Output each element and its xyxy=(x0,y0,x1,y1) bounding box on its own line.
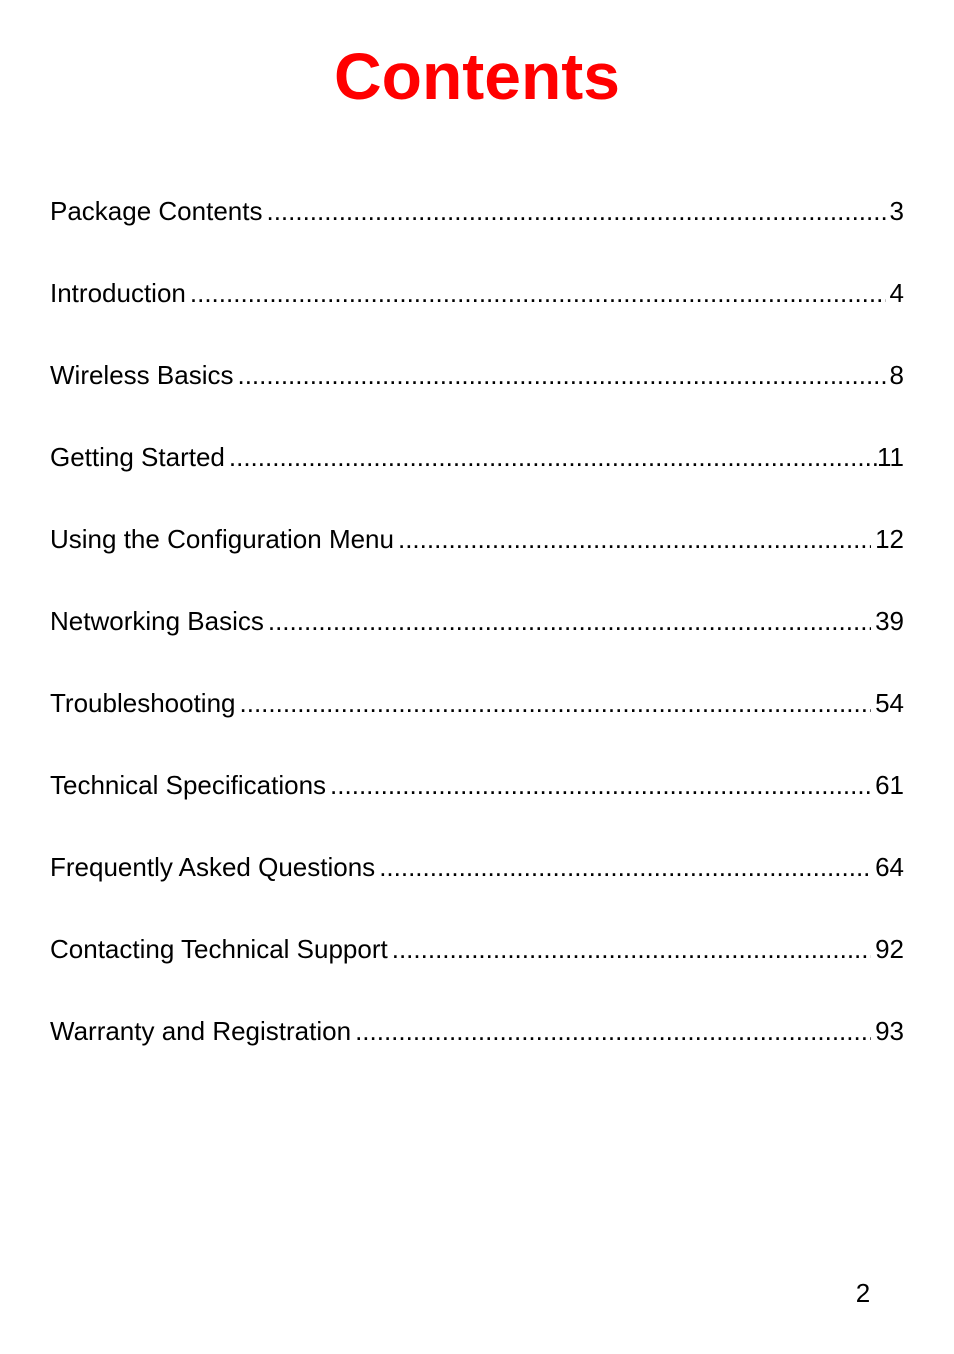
toc-entry-label: Using the Configuration Menu xyxy=(50,524,394,554)
toc-entry-page: 8 xyxy=(889,360,904,390)
toc-entry-label: Introduction xyxy=(50,278,186,308)
toc-entry-contacting-technical-support[interactable] xyxy=(50,929,904,1011)
toc-entry-label: Package Contents xyxy=(50,196,263,226)
toc-entry-page: 54 xyxy=(875,688,904,718)
toc-entry-troubleshooting[interactable] xyxy=(50,683,904,765)
toc-entry-label: Wireless Basics xyxy=(50,360,234,390)
toc-entry-page: 93 xyxy=(875,1016,904,1046)
toc-entry-networking-basics[interactable] xyxy=(50,601,904,683)
toc-dot-leader xyxy=(268,601,871,641)
toc-dot-leader xyxy=(392,929,871,969)
toc-dot-leader xyxy=(266,191,885,231)
toc-dot-leader xyxy=(379,847,871,887)
toc-entry-page: 11 xyxy=(877,442,904,472)
toc-entry-using-the-configuration-menu[interactable] xyxy=(50,519,904,601)
toc-entry-page: 61 xyxy=(875,770,904,800)
toc-dot-leader xyxy=(190,273,886,313)
toc-dot-leader xyxy=(330,765,871,805)
toc-entry-package-contents[interactable] xyxy=(50,191,904,273)
toc-entry-introduction[interactable] xyxy=(50,273,904,355)
toc-entry-label: Getting Started xyxy=(50,442,225,472)
toc-entry-page: 92 xyxy=(875,934,904,964)
toc-dot-leader xyxy=(229,437,877,477)
toc-entry-getting-started[interactable] xyxy=(50,437,904,519)
table-of-contents xyxy=(50,191,904,1093)
page-number: 2 xyxy=(855,1278,871,1308)
toc-entry-page: 64 xyxy=(875,852,904,882)
toc-entry-label: Troubleshooting xyxy=(50,688,236,718)
toc-entry-label: Contacting Technical Support xyxy=(50,934,388,964)
page-title: Contents xyxy=(334,39,620,113)
toc-entry-label: Warranty and Registration xyxy=(50,1016,352,1046)
toc-entry-page: 3 xyxy=(889,196,904,226)
toc-entry-technical-specifications[interactable] xyxy=(50,765,904,847)
toc-dot-leader xyxy=(355,1011,871,1051)
toc-entry-page: 12 xyxy=(875,524,904,554)
toc-dot-leader xyxy=(398,519,871,559)
toc-dot-leader xyxy=(237,355,885,395)
toc-entry-frequently-asked-questions[interactable] xyxy=(50,847,904,929)
toc-dot-leader xyxy=(240,683,872,723)
toc-entry-label: Technical Specifications xyxy=(50,770,327,800)
toc-entry-warranty-and-registration[interactable] xyxy=(50,1011,904,1093)
toc-entry-label: Frequently Asked Questions xyxy=(50,852,376,882)
toc-entry-wireless-basics[interactable] xyxy=(50,355,904,437)
toc-entry-page: 39 xyxy=(875,606,904,636)
toc-entry-page: 4 xyxy=(889,278,904,308)
toc-entry-label: Networking Basics xyxy=(50,606,264,636)
